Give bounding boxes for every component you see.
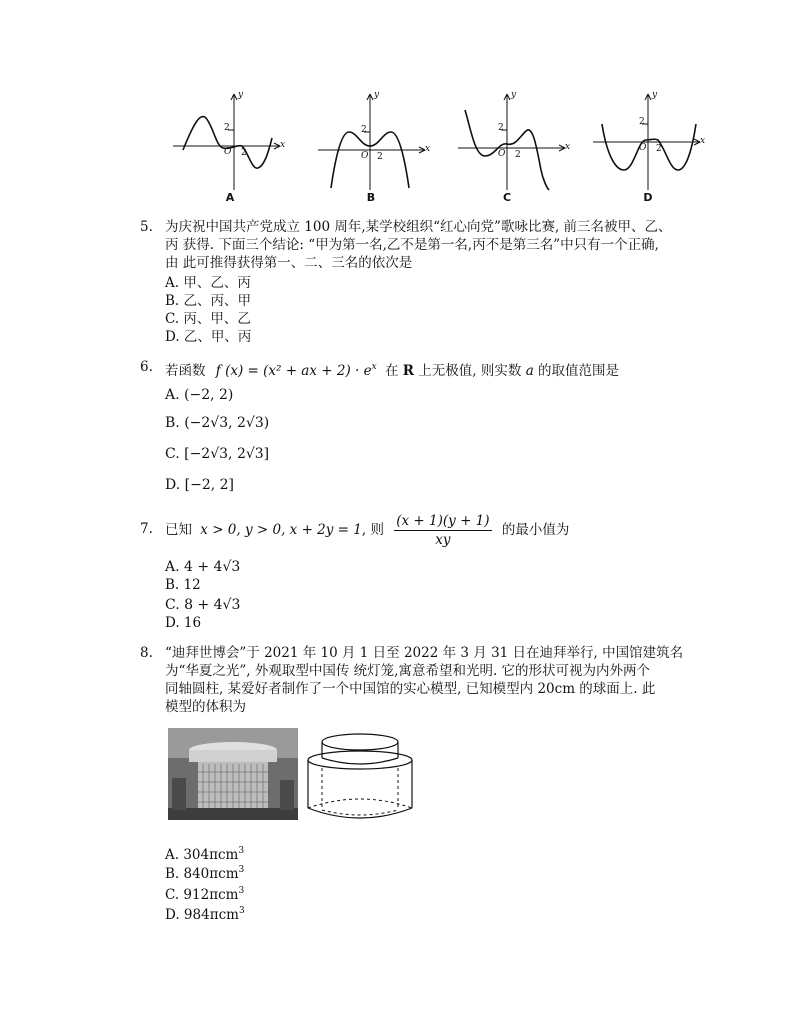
question-5-option-a[interactable]: A. 甲、乙、丙 <box>165 275 251 291</box>
question-6-mid: 在 <box>384 363 399 379</box>
graph-d <box>588 90 708 215</box>
graph-b-tick-2: 2 <box>361 125 367 135</box>
question-6-option-b[interactable]: B. (−2√3, 2√3) <box>165 415 270 431</box>
graph-d-x-tick-2: 2 <box>656 144 662 154</box>
question-6-variable: a <box>525 363 534 379</box>
question-8-option-d[interactable] <box>165 902 245 924</box>
question-8-option-b-exp: 3 <box>238 865 245 875</box>
graph-d-label: D <box>643 191 653 204</box>
question-6-option-d[interactable]: D. [−2, 2] <box>165 477 234 493</box>
question-7-number: 7. <box>140 521 153 537</box>
graph-b <box>313 90 433 215</box>
question-6-text <box>165 358 705 380</box>
question-5-text <box>165 218 705 272</box>
question-6-suffix: 上无极值, 则实数 <box>418 363 522 379</box>
question-7-numerator: (x + 1)(y + 1) <box>396 513 490 529</box>
graph-d-x-label: x <box>700 136 706 146</box>
question-8-option-d-text: D. 984πcm <box>165 907 239 923</box>
question-8-option-c-exp: 3 <box>238 886 245 896</box>
question-5-option-b[interactable]: B. 乙、丙、甲 <box>165 293 252 309</box>
graph-c-tick-2: 2 <box>498 123 504 133</box>
question-6-function: f (x) = (x² + ax + 2) · e <box>215 363 372 379</box>
question-6-option-c[interactable]: C. [−2√3, 2√3] <box>165 446 270 462</box>
graph-b-plot <box>313 90 433 200</box>
question-7-fraction <box>394 512 491 549</box>
question-8-line-1: “迪拜世博会”于 2021 年 10 月 1 日至 2022 年 3 月 31 日在迪拜举行, 中国馆建筑名 <box>165 645 684 661</box>
question-6 <box>140 358 700 380</box>
question-7-prefix: 已知 <box>165 522 192 538</box>
question-7-comma: , 则 <box>361 522 384 538</box>
question-8-line-3: 同轴圆柱, 某爱好者制作了一个中国馆的实心模型, 已知模型内 20cm 的球面上. 此 <box>165 681 656 697</box>
graph-d-tick-2: 2 <box>639 117 645 127</box>
question-5-number: 5. <box>140 219 153 235</box>
function-graphs <box>168 90 708 215</box>
graph-c-y-label: y <box>511 90 517 100</box>
graph-a-y-label: y <box>238 90 244 100</box>
question-7-option-d[interactable]: D. 16 <box>165 615 202 631</box>
graph-a-label: A <box>225 191 235 204</box>
graph-c-x-label: x <box>565 142 571 152</box>
question-5-line-3: 由 此可推得获得第一、二、三名的依次是 <box>165 255 413 271</box>
question-5-line-1: 为庆祝中国共产党成立 100 周年,某学校组织“红心向党”歌咏比赛, 前三名被甲、乙、 <box>165 219 672 235</box>
graph-d-y-label: y <box>652 90 658 100</box>
question-8-text <box>165 644 705 716</box>
question-8-line-4: 模型的体积为 <box>165 699 246 715</box>
graph-c-origin: O <box>498 149 506 159</box>
question-5-option-d[interactable]: D. 乙、甲、丙 <box>165 329 252 345</box>
graph-b-label: B <box>366 191 376 204</box>
question-7-option-b[interactable]: B. 12 <box>165 577 201 593</box>
graph-c-plot <box>453 90 573 200</box>
graph-a-x-label: x <box>280 140 286 150</box>
question-8-option-b[interactable] <box>165 861 244 883</box>
question-8-option-c[interactable] <box>165 882 244 904</box>
question-8-number: 8. <box>140 645 153 661</box>
question-7-condition: x > 0, y > 0, x + 2y = 1 <box>200 522 362 538</box>
graph-a-x-tick-2: 2 <box>241 148 247 158</box>
coaxial-cylinders-drawing <box>304 728 416 828</box>
question-5-line-2: 丙 获得. 下面三个结论: “甲为第一名,乙不是第一名,丙不是第三名”中只有一个正确, <box>165 237 659 253</box>
graph-d-plot <box>588 90 708 200</box>
graph-b-x-tick-2: 2 <box>377 152 383 162</box>
question-6-exponent: x <box>371 362 377 372</box>
question-8-option-c-text: C. 912πcm <box>165 887 239 903</box>
graph-a-origin: O <box>224 147 232 157</box>
question-7-text <box>165 512 705 549</box>
question-6-prefix: 若函数 <box>165 363 206 379</box>
question-7 <box>140 512 700 552</box>
china-pavilion-photo-drawing <box>168 728 298 820</box>
graph-a-tick-2: 2 <box>224 123 230 133</box>
graph-c-label: C <box>502 191 512 204</box>
question-6-suffix-2: 的取值范围是 <box>538 363 620 379</box>
question-8-option-d-exp: 3 <box>238 906 245 916</box>
china-pavilion-photo <box>168 728 298 820</box>
coaxial-cylinders-diagram <box>304 728 416 828</box>
question-6-option-a[interactable]: A. (−2, 2) <box>165 387 234 403</box>
graph-b-origin: O <box>361 151 369 161</box>
graph-b-x-label: x <box>425 144 431 154</box>
graph-b-y-label: y <box>374 90 380 100</box>
question-5-option-c[interactable]: C. 丙、甲、乙 <box>165 311 251 327</box>
question-7-option-a[interactable]: A. 4 + 4√3 <box>165 559 241 575</box>
question-8-option-a-exp: 3 <box>238 846 245 856</box>
graph-c <box>453 90 573 215</box>
question-7-option-c[interactable]: C. 8 + 4√3 <box>165 597 241 613</box>
graph-a-plot <box>168 90 288 200</box>
question-6-real-set: R <box>402 363 414 379</box>
question-8 <box>140 644 700 720</box>
question-8-option-b-text: B. 840πcm <box>165 866 239 882</box>
question-7-denominator: xy <box>435 532 451 548</box>
question-8-line-2: 为“华夏之光”, 外观取型中国传 统灯笼,寓意希望和光明. 它的形状可视为内外两个 <box>165 663 651 679</box>
question-6-number: 6. <box>140 359 153 375</box>
graph-c-x-tick-2: 2 <box>515 150 521 160</box>
graph-d-origin: O <box>639 143 647 153</box>
question-8-option-a-text: A. 304πcm <box>165 847 239 863</box>
question-7-suffix: 的最小值为 <box>501 522 570 538</box>
question-5 <box>140 218 700 278</box>
graph-a <box>168 90 288 215</box>
